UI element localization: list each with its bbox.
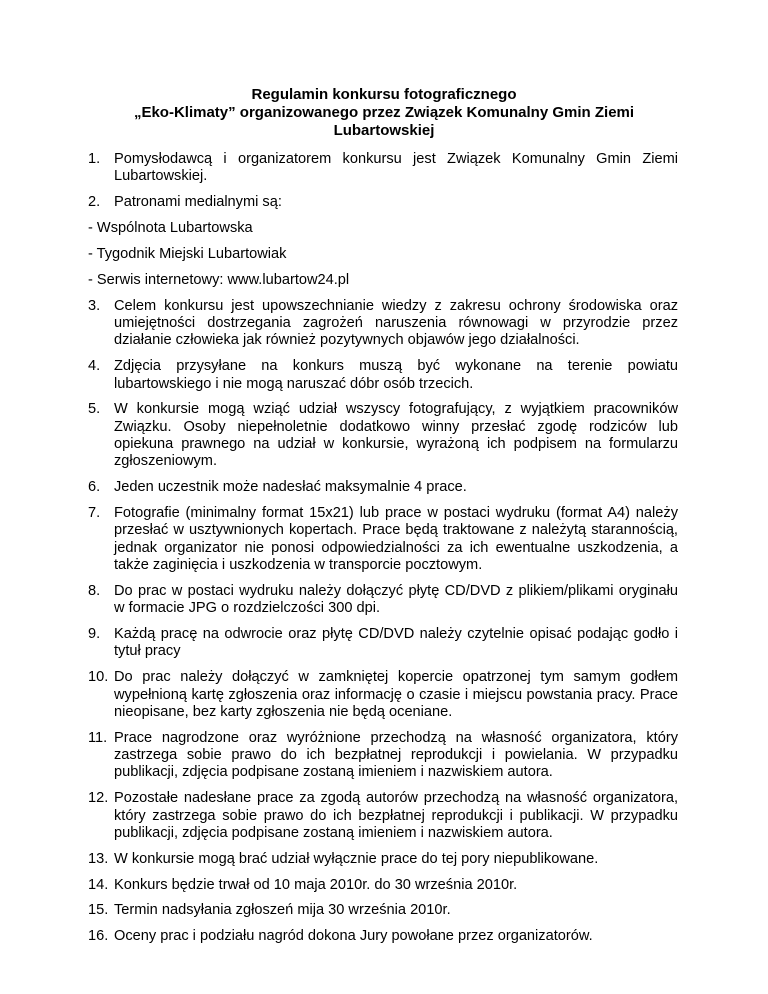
rule-item (88, 401, 678, 470)
rule-number: 14. (88, 876, 109, 893)
rule-item (88, 730, 678, 782)
rule-item (88, 358, 678, 393)
rule-text: Termin nadsyłania zgłoszeń mija 30 września 2010r. (114, 902, 451, 919)
rule-number: 5. (88, 401, 101, 418)
rule-number: 9. (88, 626, 101, 643)
rule-number: 1. (88, 151, 101, 167)
rule-number: 12. (88, 790, 109, 807)
rule-number: 15. (88, 902, 109, 919)
rule-text: Celem konkursu jest upowszechnianie wiedzy z zakresu ochrony środowiska oraz umiejętności dostrzegania zagrożeń naruszenia równowagi w przyrodzie przez działanie człowieka jak również pozytywnych objawów jego działalności. (114, 297, 678, 349)
rule-text: Fotografie (minimalny format 15x21) lub prace w postaci wydruku (format A4) należy przesłać w usztywnionych kopertach. Prace będą traktowane z należytą starannością, jednak organizator nie ponosi odpowiedzialności za ich ewentualne uszkodzenia, a także zaginięcia i uszkodzenia w transporcie pocztowym. (114, 505, 678, 573)
rule-number: 6. (88, 479, 101, 496)
document-title (100, 86, 668, 140)
rule-item (88, 298, 678, 350)
patron-item: - Wspólnota Lubartowska (88, 220, 253, 237)
rule-text: Jeden uczestnik może nadesłać maksymalnie 4 prace. (114, 479, 467, 496)
title-line-2: „Eko-Klimaty” organizowanego przez Związek Komunalny Gmin Ziemi (133, 104, 635, 121)
rule-text: Zdjęcia przysyłane na konkurs muszą być wykonane na terenie powiatu lubartowskiego i nie mogą naruszać dóbr osób trzecich. (114, 358, 678, 392)
rule-text: Prace nagrodzone oraz wyróżnione przechodzą na własność organizatora, który zastrzega sobie prawo do ich bezpłatnej reprodukcji i powielania. W przypadku publikacji, zdjęcia podpisane zostaną imieniem i nazwiskiem autora. (114, 729, 678, 781)
rule-number: 8. (88, 582, 101, 599)
rules-list (88, 151, 678, 954)
rule-text: Patronami medialnymi są: (114, 194, 282, 211)
patron-item: - Serwis internetowy: www.lubartow24.pl (88, 271, 350, 288)
rule-item (88, 583, 678, 618)
rule-text: Oceny prac i podziału nagród dokona Jury powołane przez organizatorów. (114, 928, 593, 945)
rule-text: W konkursie mogą wziąć udział wszyscy fotografujący, z wyjątkiem pracowników Związku. Osoby niepełnoletnie dodatkowo winny przesłać zgodę rodziców lub opiekuna prawnego na udział w konkursie, wyrażoną ich podpisem na formularzu zgłoszeniowym. (114, 401, 678, 470)
rule-number: 3. (88, 297, 101, 314)
rule-text: Pomysłodawcą i organizatorem konkursu jest Związek Komunalny Gmin Ziemi Lubartowskiej. (114, 151, 678, 185)
rule-text: W konkursie mogą brać udział wyłącznie prace do tej pory niepublikowane. (114, 850, 599, 867)
rule-text: Każdą pracę na odwrocie oraz płytę CD/DVD należy czytelnie opisać podając godło i tytuł pracy (114, 626, 678, 660)
rule-number: 16. (88, 928, 109, 945)
title-line-1: Regulamin konkursu fotograficznego (251, 86, 517, 103)
rule-item (88, 626, 678, 661)
rule-number: 4. (88, 358, 101, 375)
rule-item (88, 790, 678, 842)
patron-item: - Tygodnik Miejski Lubartowiak (88, 245, 287, 262)
rule-item (88, 851, 678, 868)
rule-number: 13. (88, 850, 109, 867)
rule-text: Do prac w postaci wydruku należy dołączyć płytę CD/DVD z plikiem/plikami oryginału w formacie JPG o rozdzielczości 300 dpi. (114, 582, 678, 617)
rule-number: 11. (88, 729, 108, 746)
rule-item (88, 902, 678, 919)
rule-text: Konkurs będzie trwał od 10 maja 2010r. do 30 września 2010r. (114, 876, 518, 893)
rule-item (88, 928, 678, 945)
rule-item (88, 151, 678, 186)
rule-text: Pozostałe nadesłane prace za zgodą autorów przechodzą na własność organizatora, który zastrzega sobie prawo do ich bezpłatnej reprodukcji i publikacji. W przypadku publikacji, zdjęcia podpisane zostaną imieniem i nazwiskiem autora. (114, 790, 678, 841)
rule-item (88, 194, 678, 211)
rule-text: Do prac należy dołączyć w zamkniętej kopercie opatrzonej tym samym godłem wypełnioną kartę zgłoszenia oraz informację o czasie i miejscu powstania pracy. Prace nieopisane, bez karty zgłoszenia nie będą oceniane. (114, 669, 678, 720)
rule-number: 10. (88, 669, 109, 686)
title-line-3: Lubartowskiej (333, 122, 435, 139)
rule-item (88, 877, 678, 894)
rule-item (88, 479, 678, 496)
rule-number: 7. (88, 505, 101, 522)
rule-item (88, 669, 678, 721)
rule-number: 2. (88, 194, 101, 211)
rule-item (88, 505, 678, 574)
